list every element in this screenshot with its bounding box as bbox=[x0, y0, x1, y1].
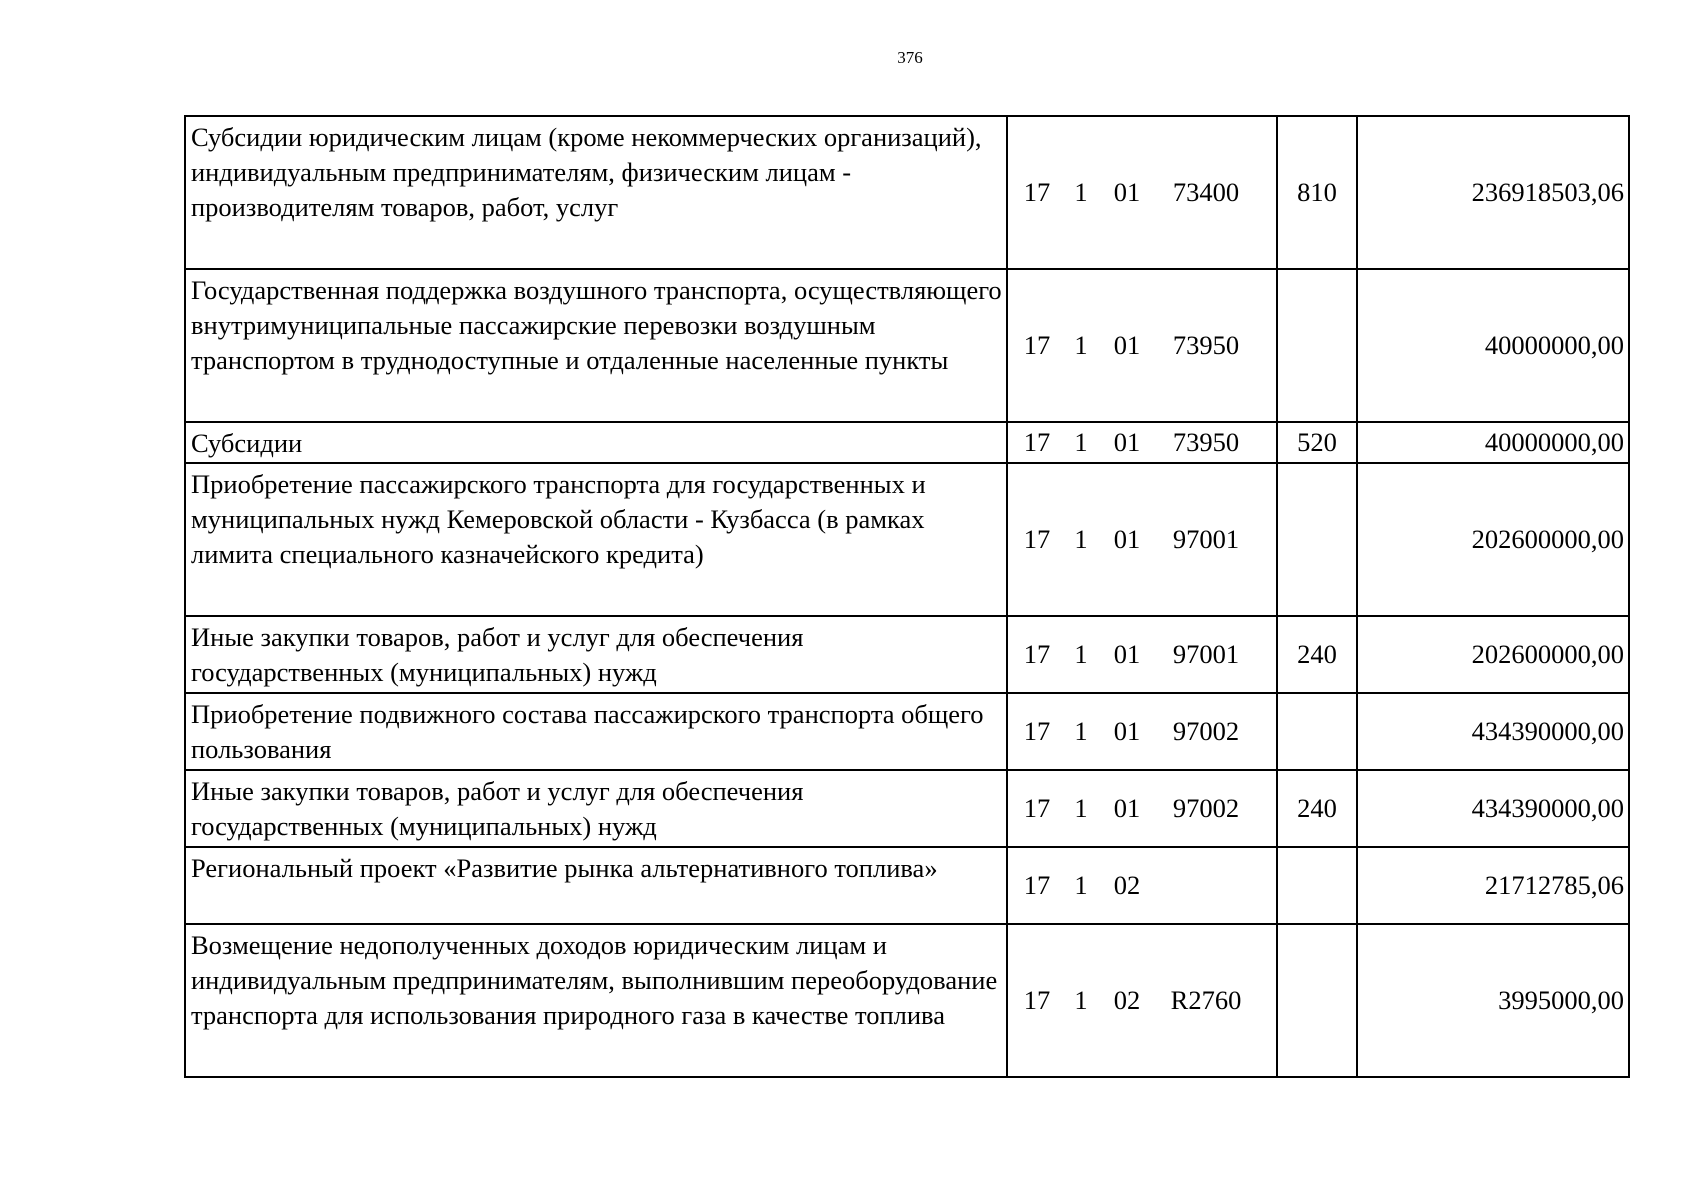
event-code: 01 bbox=[1113, 639, 1141, 669]
subprogram-code: 1 bbox=[1074, 716, 1088, 746]
amount-cell: 202600000,00 bbox=[1357, 616, 1629, 693]
code-cell bbox=[1007, 770, 1277, 847]
table-row bbox=[185, 770, 1629, 847]
event-code: 02 bbox=[1113, 985, 1141, 1015]
amount-cell: 236918503,06 bbox=[1357, 116, 1629, 269]
amount-cell: 434390000,00 bbox=[1357, 693, 1629, 770]
code-cell bbox=[1007, 693, 1277, 770]
direction-code: 97001 bbox=[1172, 639, 1240, 669]
expense-type-cell bbox=[1277, 463, 1357, 616]
direction-code: 73950 bbox=[1172, 330, 1240, 360]
row-name: Возмещение недополученных доходов юридическим лицам и индивидуальным предпринимателям, выполнившим переоборудование транспорта для использования природного газа в качестве топлива bbox=[185, 924, 1007, 1077]
amount-cell: 434390000,00 bbox=[1357, 770, 1629, 847]
table-row bbox=[185, 422, 1629, 463]
subprogram-code: 1 bbox=[1074, 985, 1088, 1015]
subprogram-code: 1 bbox=[1074, 870, 1088, 900]
row-name: Приобретение пассажирского транспорта для государственных и муниципальных нужд Кемеровской области - Кузбасса (в рамках лимита специального казначейского кредита) bbox=[185, 463, 1007, 616]
program-code: 17 bbox=[1023, 716, 1051, 746]
row-name: Приобретение подвижного состава пассажирского транспорта общего пользования bbox=[185, 693, 1007, 770]
program-code: 17 bbox=[1023, 985, 1051, 1015]
table-row bbox=[185, 616, 1629, 693]
row-name: Иные закупки товаров, работ и услуг для обеспечения государственных (муниципальных) нужд bbox=[185, 770, 1007, 847]
amount-cell: 202600000,00 bbox=[1357, 463, 1629, 616]
subprogram-code: 1 bbox=[1074, 177, 1088, 207]
event-code: 01 bbox=[1113, 177, 1141, 207]
expense-type-cell: 240 bbox=[1277, 616, 1357, 693]
expense-type-cell: 520 bbox=[1277, 422, 1357, 463]
event-code: 01 bbox=[1113, 716, 1141, 746]
expense-type-cell bbox=[1277, 924, 1357, 1077]
event-code: 02 bbox=[1113, 870, 1141, 900]
expense-type-cell bbox=[1277, 269, 1357, 422]
program-code: 17 bbox=[1023, 639, 1051, 669]
expense-type-cell: 810 bbox=[1277, 116, 1357, 269]
program-code: 17 bbox=[1023, 427, 1051, 457]
code-cell bbox=[1007, 616, 1277, 693]
direction-code: 97002 bbox=[1172, 716, 1240, 746]
event-code: 01 bbox=[1113, 524, 1141, 554]
table-row bbox=[185, 924, 1629, 1077]
program-code: 17 bbox=[1023, 330, 1051, 360]
code-cell bbox=[1007, 116, 1277, 269]
table-row bbox=[185, 116, 1629, 269]
subprogram-code: 1 bbox=[1074, 330, 1088, 360]
program-code: 17 bbox=[1023, 793, 1051, 823]
table-row bbox=[185, 693, 1629, 770]
subprogram-code: 1 bbox=[1074, 793, 1088, 823]
budget-table bbox=[184, 115, 1630, 1078]
expense-type-cell: 240 bbox=[1277, 770, 1357, 847]
direction-code: 97002 bbox=[1172, 793, 1240, 823]
row-name: Субсидии bbox=[185, 422, 1007, 463]
code-cell bbox=[1007, 422, 1277, 463]
direction-code: 73950 bbox=[1172, 427, 1240, 457]
expense-type-cell bbox=[1277, 847, 1357, 924]
program-code: 17 bbox=[1023, 524, 1051, 554]
subprogram-code: 1 bbox=[1074, 524, 1088, 554]
program-code: 17 bbox=[1023, 177, 1051, 207]
amount-cell: 40000000,00 bbox=[1357, 422, 1629, 463]
program-code: 17 bbox=[1023, 870, 1051, 900]
amount-cell: 21712785,06 bbox=[1357, 847, 1629, 924]
amount-cell: 3995000,00 bbox=[1357, 924, 1629, 1077]
code-cell bbox=[1007, 924, 1277, 1077]
code-cell bbox=[1007, 463, 1277, 616]
event-code: 01 bbox=[1113, 330, 1141, 360]
subprogram-code: 1 bbox=[1074, 427, 1088, 457]
code-cell bbox=[1007, 269, 1277, 422]
direction-code: 73400 bbox=[1172, 177, 1240, 207]
direction-code: R2760 bbox=[1170, 985, 1242, 1015]
row-name: Субсидии юридическим лицам (кроме некоммерческих организаций), индивидуальным предпринимателям, физическим лицам - производителям товаров, работ, услуг bbox=[185, 116, 1007, 269]
table-row bbox=[185, 463, 1629, 616]
table-row bbox=[185, 269, 1629, 422]
subprogram-code: 1 bbox=[1074, 639, 1088, 669]
page-number: 376 bbox=[897, 48, 923, 67]
expense-type-cell bbox=[1277, 693, 1357, 770]
direction-code: 97001 bbox=[1172, 524, 1240, 554]
table-row bbox=[185, 847, 1629, 924]
row-name: Государственная поддержка воздушного транспорта, осуществляющего внутримуниципальные пассажирские перевозки воздушным транспортом в труднодоступные и отдаленные населенные пункты bbox=[185, 269, 1007, 422]
row-name: Региональный проект «Развитие рынка альтернативного топлива» bbox=[185, 847, 1007, 924]
amount-cell: 40000000,00 bbox=[1357, 269, 1629, 422]
row-name: Иные закупки товаров, работ и услуг для обеспечения государственных (муниципальных) нужд bbox=[185, 616, 1007, 693]
event-code: 01 bbox=[1113, 793, 1141, 823]
event-code: 01 bbox=[1113, 427, 1141, 457]
code-cell bbox=[1007, 847, 1277, 924]
